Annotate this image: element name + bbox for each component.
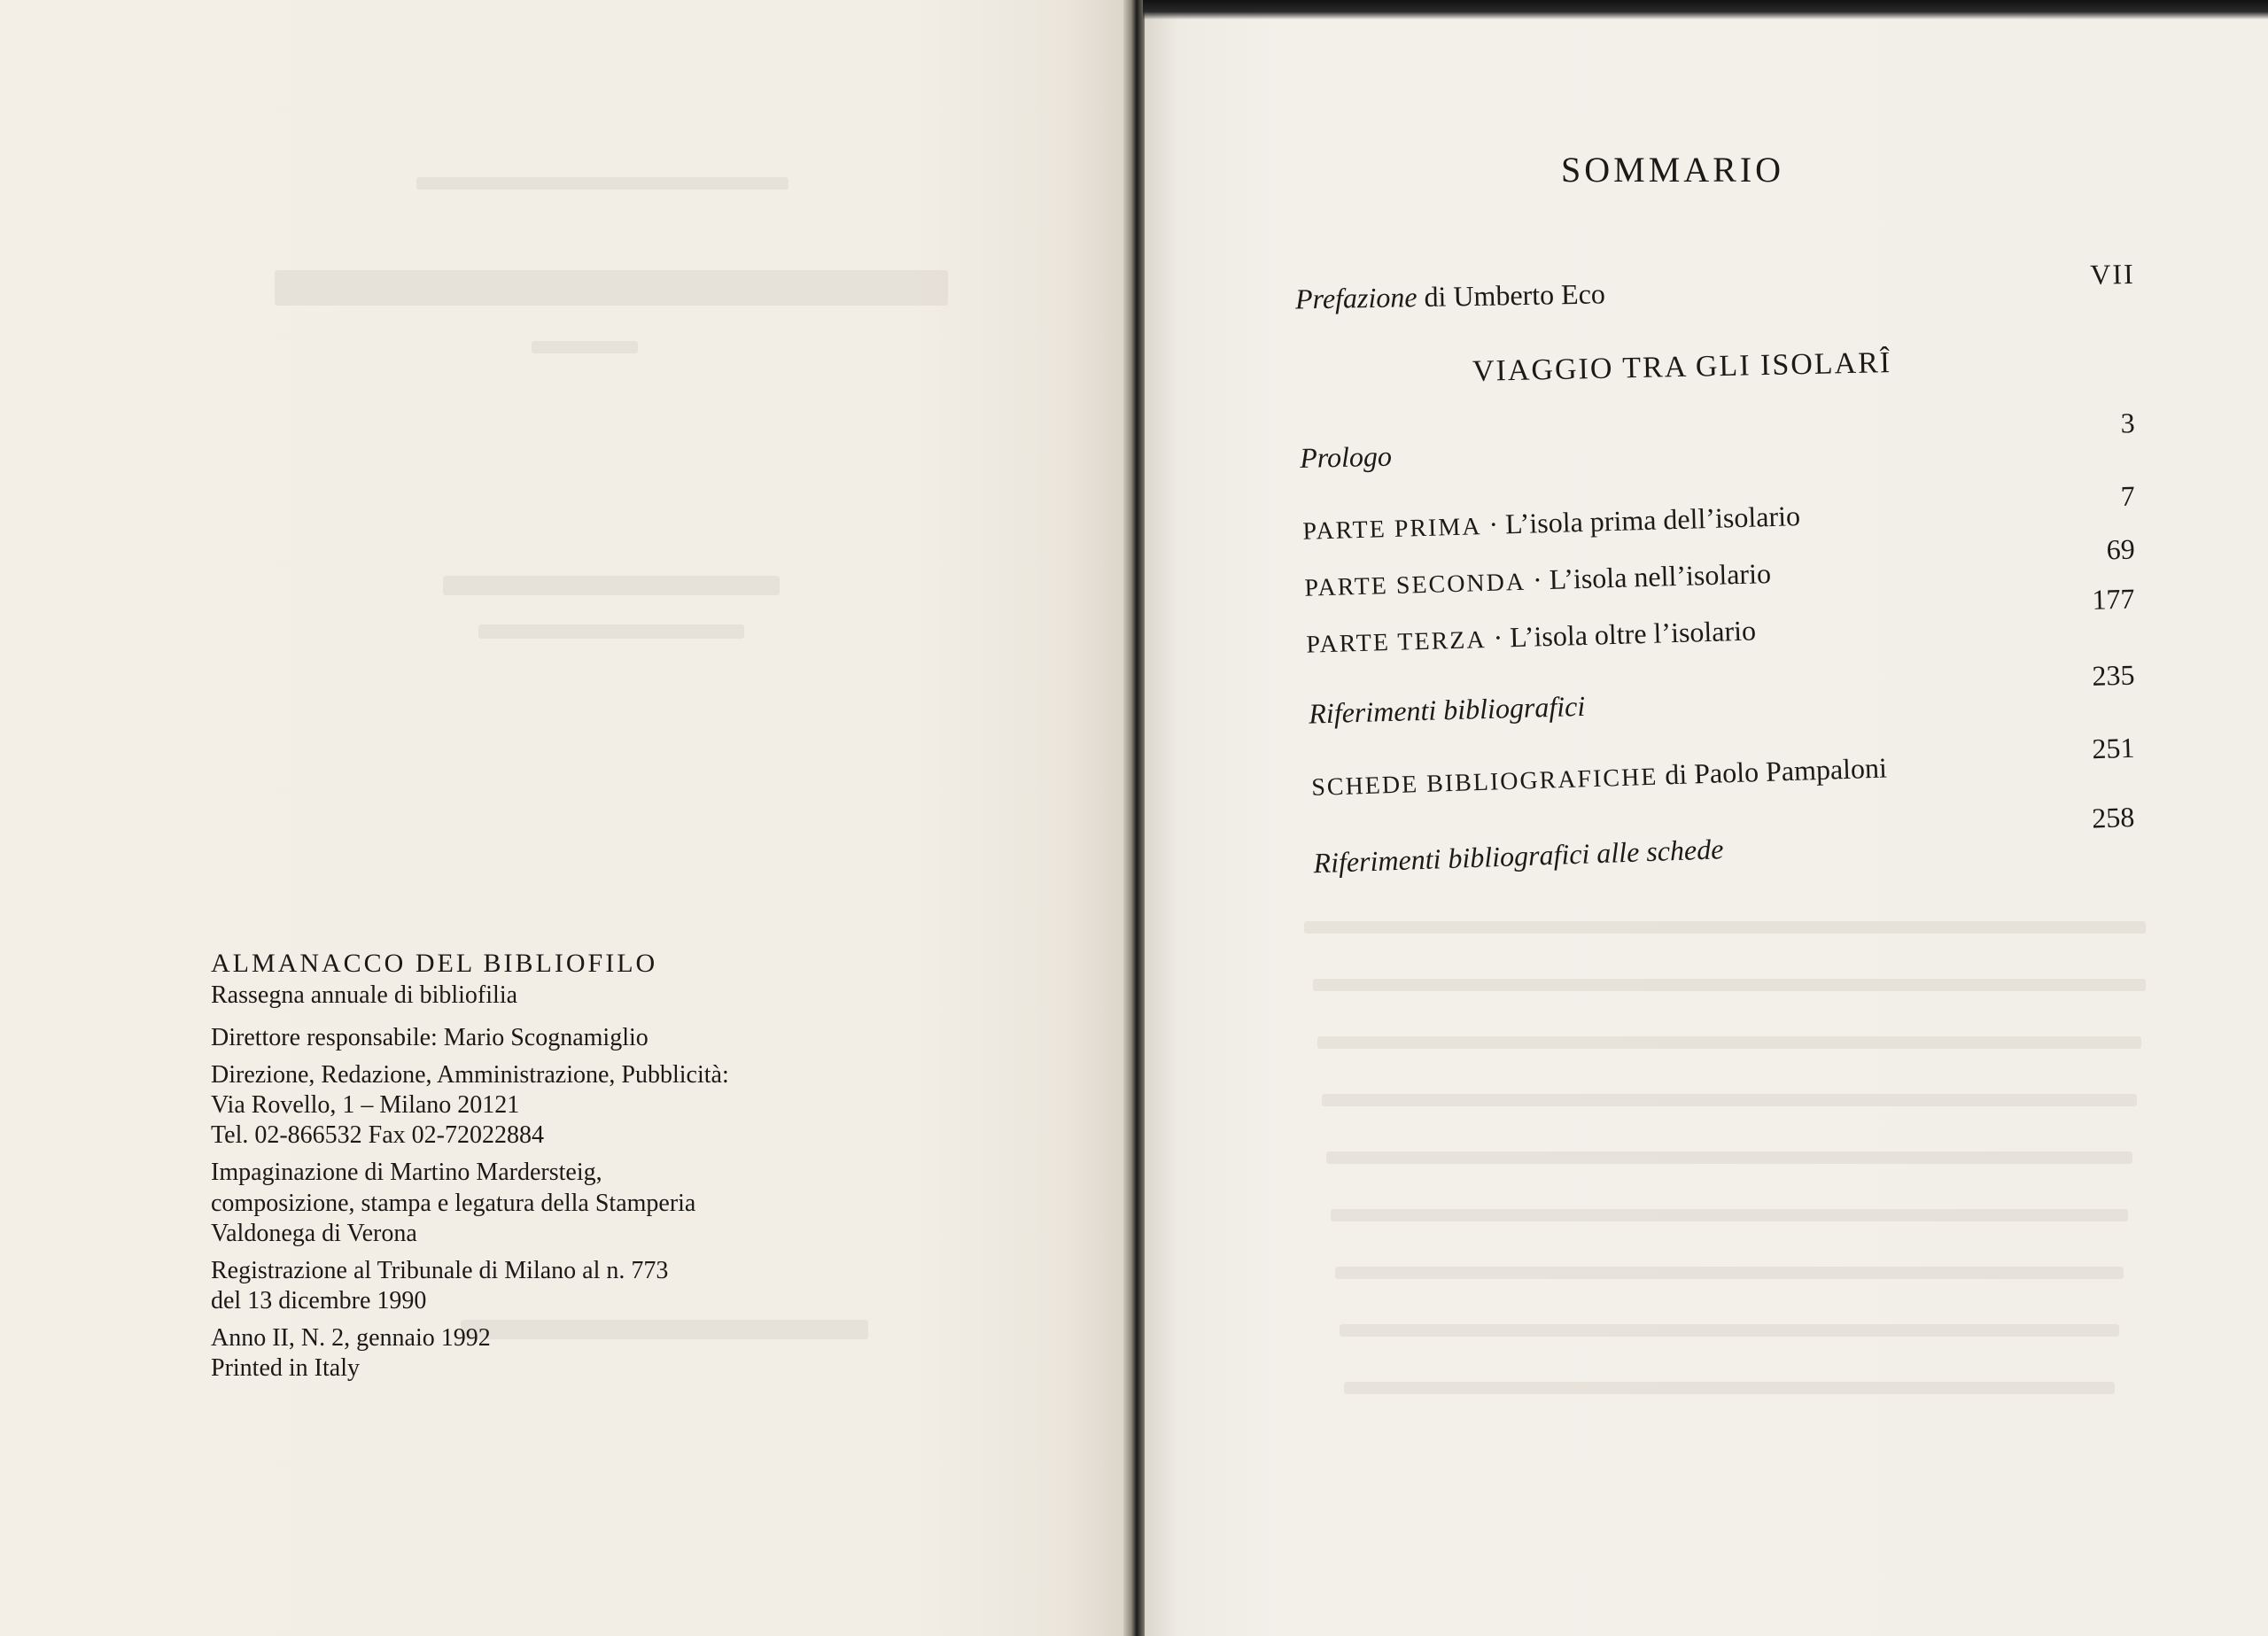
toc-entry-text: · L’isola nell’isolario — [1525, 557, 1772, 596]
colophon-issue-block — [211, 1323, 831, 1384]
toc-entry-label — [1306, 614, 1756, 659]
colophon-phone-fax: Tel. 02-866532 Fax 02-72022884 — [211, 1121, 545, 1150]
show-through-mark — [1326, 1151, 2132, 1164]
colophon-title: ALMANACCO DEL BIBLIOFILO — [211, 949, 658, 978]
contents-heading: SOMMARIO — [1561, 150, 1785, 190]
toc-page-number: 251 — [2091, 731, 2135, 765]
colophon-layout-line: Valdonega di Verona — [211, 1219, 417, 1247]
toc-entry-text: · L’isola oltre l’isolario — [1486, 614, 1757, 654]
toc-entry-text: di Umberto Eco — [1417, 277, 1606, 314]
colophon-address-block — [211, 1060, 831, 1151]
colophon-layout-line: composizione, stampa e legatura della Stamperia — [211, 1189, 696, 1217]
toc-entry-label: Riferimenti bibliografici — [1308, 689, 1586, 730]
toc-entry-prefix: SCHEDE BIBLIOGRAFICHE — [1310, 763, 1658, 802]
show-through-mark — [1344, 1382, 2115, 1394]
colophon-address: Via Rovello, 1 – Milano 20121 — [211, 1091, 520, 1120]
show-through-mark — [1335, 1267, 2124, 1279]
toc-page-number: 177 — [2091, 582, 2135, 616]
show-through-mark — [1317, 1036, 2141, 1049]
show-through-mark — [532, 341, 638, 353]
colophon-subtitle: Rassegna annuale di bibliofilia — [211, 981, 518, 1009]
toc-entry-preface — [1145, 255, 2268, 328]
toc-entry-text: · L’isola prima dell’isolario — [1480, 500, 1801, 541]
toc-entry-prologue — [1145, 404, 2268, 481]
toc-entry-label: Prologo — [1299, 439, 1393, 474]
toc-page-number: 7 — [2120, 479, 2136, 512]
toc-entry-label — [1295, 277, 1605, 315]
toc-page-number: 235 — [2091, 658, 2135, 692]
colophon-offices: Direzione, Redazione, Amministrazione, Pubblicità: — [211, 1060, 729, 1089]
part-title: VIAGGIO TRA GLI ISOLARÎ — [1472, 346, 1892, 388]
colophon — [211, 948, 831, 1384]
show-through-mark — [275, 270, 948, 306]
toc-entry-text: di Paolo Pampaloni — [1657, 751, 1888, 791]
toc-page-number: 69 — [2106, 532, 2136, 566]
show-through-mark — [443, 576, 780, 595]
toc-entry-prefix: PARTE PRIMA — [1302, 513, 1482, 546]
show-through-mark — [1322, 1094, 2137, 1106]
toc-page-number: 3 — [2120, 407, 2136, 439]
colophon-director-block — [211, 1023, 831, 1053]
show-through-mark — [478, 624, 744, 639]
show-through-mark — [1340, 1324, 2119, 1337]
colophon-director: Direttore responsabile: Mario Scognamiglio — [211, 1023, 649, 1051]
colophon-production-block — [211, 1158, 831, 1248]
toc-page-number: VII — [2089, 257, 2136, 291]
colophon-registration-block — [211, 1256, 831, 1316]
toc-entry-italic: Prefazione — [1294, 281, 1418, 315]
colophon-printed: Printed in Italy — [211, 1354, 360, 1383]
colophon-registration-line: Registrazione al Tribunale di Milano al n. 773 — [211, 1256, 669, 1284]
colophon-issue: Anno II, N. 2, gennaio 1992 — [211, 1324, 491, 1353]
toc-entry-label: Riferimenti bibliografici alle schede — [1312, 833, 1724, 880]
toc-entry-references — [1145, 655, 2268, 739]
show-through-mark — [1331, 1209, 2128, 1221]
colophon-layout-line: Impaginazione di Martino Mardersteig, — [211, 1159, 602, 1187]
page-top-shadow — [1143, 0, 2268, 19]
toc-page-number: 258 — [2091, 800, 2135, 834]
toc-entry-prefix: PARTE TERZA — [1306, 626, 1487, 659]
right-page — [1145, 0, 2268, 1636]
show-through-mark — [416, 177, 788, 190]
show-through-mark — [1304, 921, 2146, 934]
show-through-mark — [1313, 979, 2146, 991]
colophon-registration-line: del 13 dicembre 1990 — [211, 1287, 427, 1314]
toc-entry-prefix: PARTE SECONDA — [1304, 568, 1526, 602]
toc-entry-label — [1311, 752, 1888, 802]
